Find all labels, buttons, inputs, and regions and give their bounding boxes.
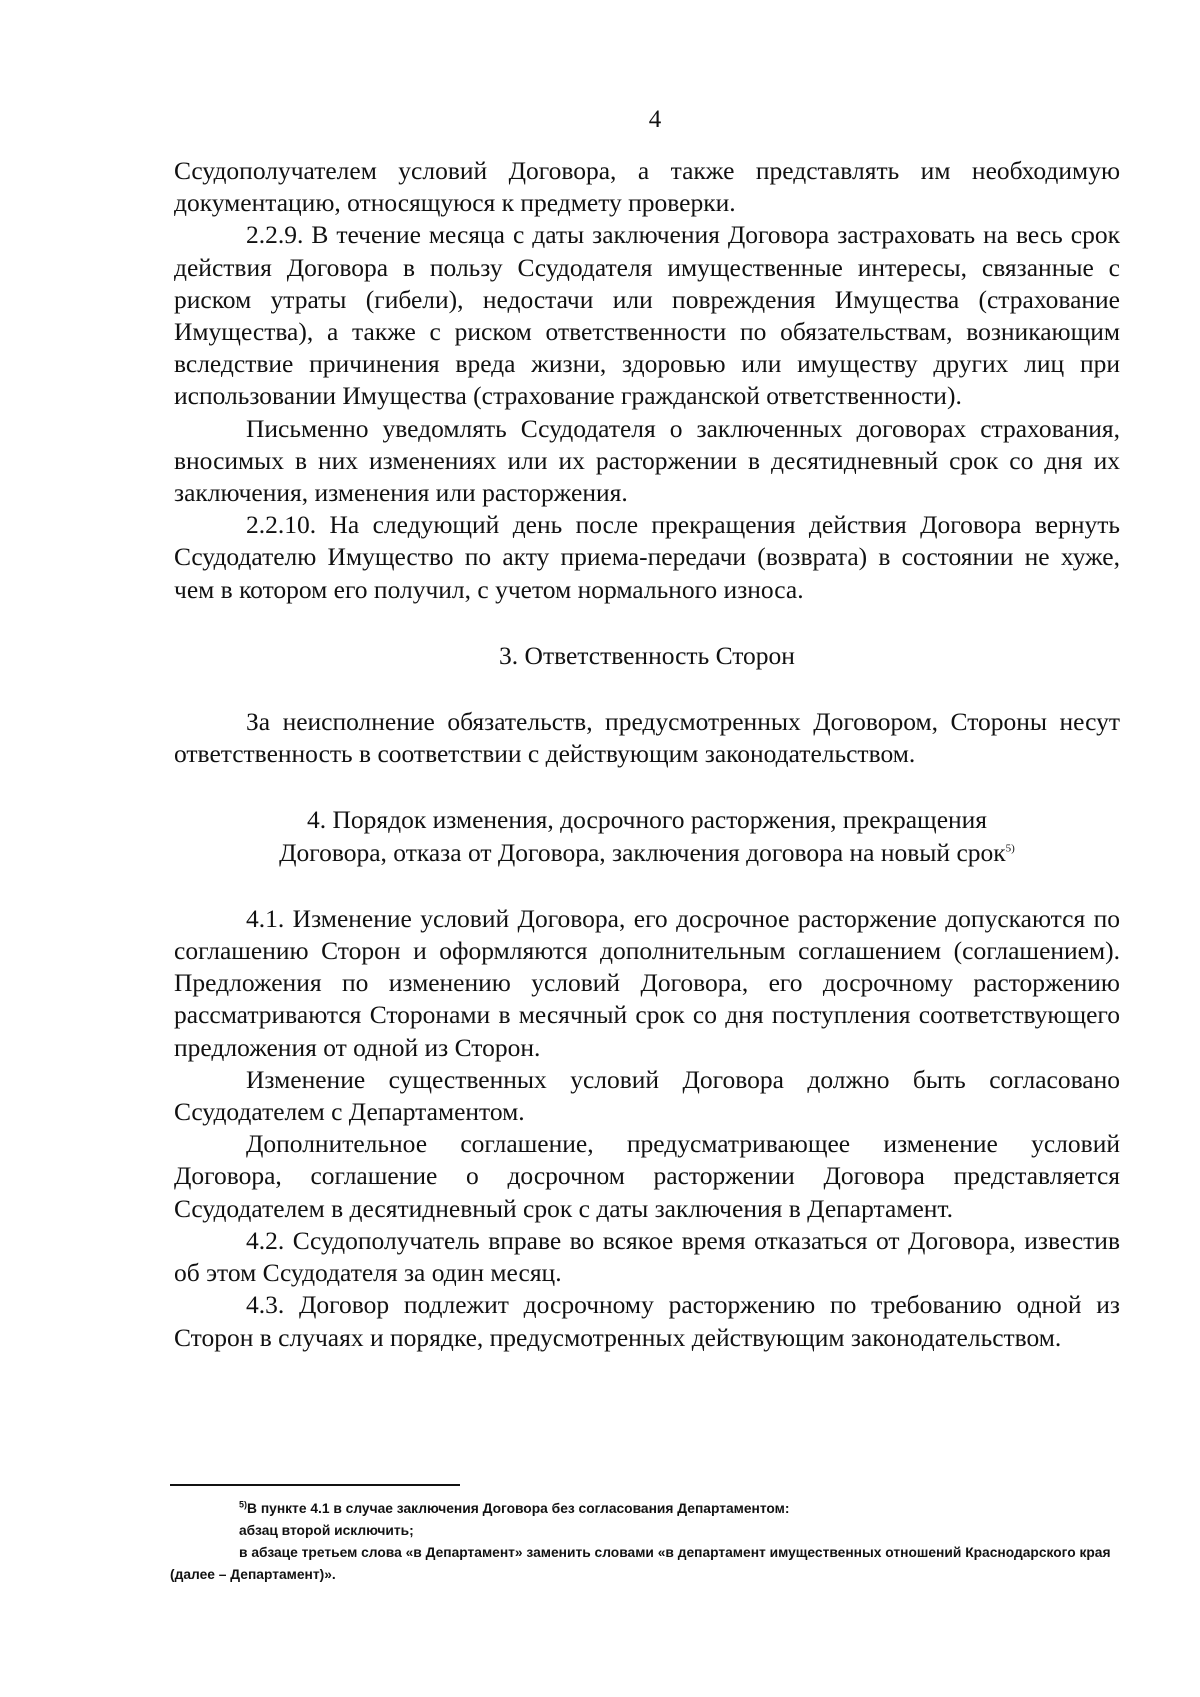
- paragraph-4-2: 4.2. Ссудополучатель вправе во всякое время отказаться от Договора, известив об этом Ссудодателя за один месяц.: [174, 1225, 1120, 1288]
- footnote-separator: [170, 1484, 460, 1486]
- page-number: 4: [648, 106, 662, 133]
- paragraph-4-3: 4.3. Договор подлежит досрочному расторжению по требованию одной из Сторон в случаях и порядке, предусмотренных действующим законодательством.: [174, 1290, 1120, 1352]
- paragraph-essential-terms: Изменение существенных условий Договора должно быть согласовано Ссудодателем с Департаментом.: [174, 1064, 1120, 1127]
- paragraph-continuation: Ссудополучателем условий Договора, а также представлять им необходимую документацию, относящуюся к предмету проверки.: [174, 156, 1120, 218]
- document-body: [174, 155, 1120, 1354]
- footnote-block: [170, 1498, 1122, 1586]
- section-3-heading: 3. Ответственность Сторон: [499, 640, 795, 670]
- paragraph-additional-agreement: Дополнительное соглашение, предусматривающее изменение условий Договора, соглашение о досрочном расторжении Договора представляется Ссудодателем в десятидневный срок с даты заключения в Департамент.: [174, 1129, 1120, 1223]
- section-4-heading-line-1: 4. Порядок изменения, досрочного расторжения, прекращения: [306, 805, 988, 835]
- footnote-line-3: в абзаце третьем слова «в Департамент» заменить словами «в департамент имущественных отношений Краснодарского края (далее – Департамент)».: [170, 1545, 1111, 1582]
- footnote-marker: 5): [239, 1499, 248, 1510]
- footnote-text-1: В пункте 4.1 в случае заключения Договора без согласования Департаментом:: [247, 1501, 790, 1516]
- footnote-line-1: [170, 1498, 1122, 1520]
- footnote-line-2: абзац второй исключить;: [239, 1523, 414, 1538]
- section-4-heading-line-2: Договора, отказа от Договора, заключения договора на новый срок: [279, 837, 1006, 867]
- paragraph-4-1: 4.1. Изменение условий Договора, его досрочное расторжение допускаются по соглашению Сторон и оформляются дополнительным соглашением (соглашением). Предложения по изменению условий Договора, его досрочному расторжению рассматриваются Сторонами в месячный срок со дня поступления соответствующего предложения от одной из Сторон.: [174, 903, 1120, 1062]
- paragraph-2-2-10: 2.2.10. На следующий день после прекращения действия Договора вернуть Ссудодателю Имущество по акту приема-передачи (возврата) в состоянии не хуже, чем в котором его получил, с учетом нормального износа.: [174, 510, 1120, 604]
- paragraph-2-2-9: 2.2.9. В течение месяца с даты заключения Договора застраховать на весь срок действия Договора в пользу Ссудодателя имущественные интересы, связанные с риском утраты (гибели), недостачи или повреждения Имущества (страхование Имущества), а также с риском ответственности по обязательствам, возникающим вследствие причинения вреда жизни, здоровью или имуществу других лиц при использовании Имущества (страхование гражданской ответственности).: [174, 220, 1120, 411]
- paragraph-notify-insurance: Письменно уведомлять Ссудодателя о заключенных договорах страхования, вносимых в них изменениях или их расторжении в десятидневный срок со дня их заключения, изменения или расторжения.: [174, 413, 1120, 508]
- footnote-reference: 5): [1005, 842, 1015, 855]
- section-4-heading: [174, 804, 1120, 868]
- paragraph-liability: За неисполнение обязательств, предусмотренных Договором, Стороны несут ответственность в соответствии с действующим законодательством.: [174, 707, 1120, 769]
